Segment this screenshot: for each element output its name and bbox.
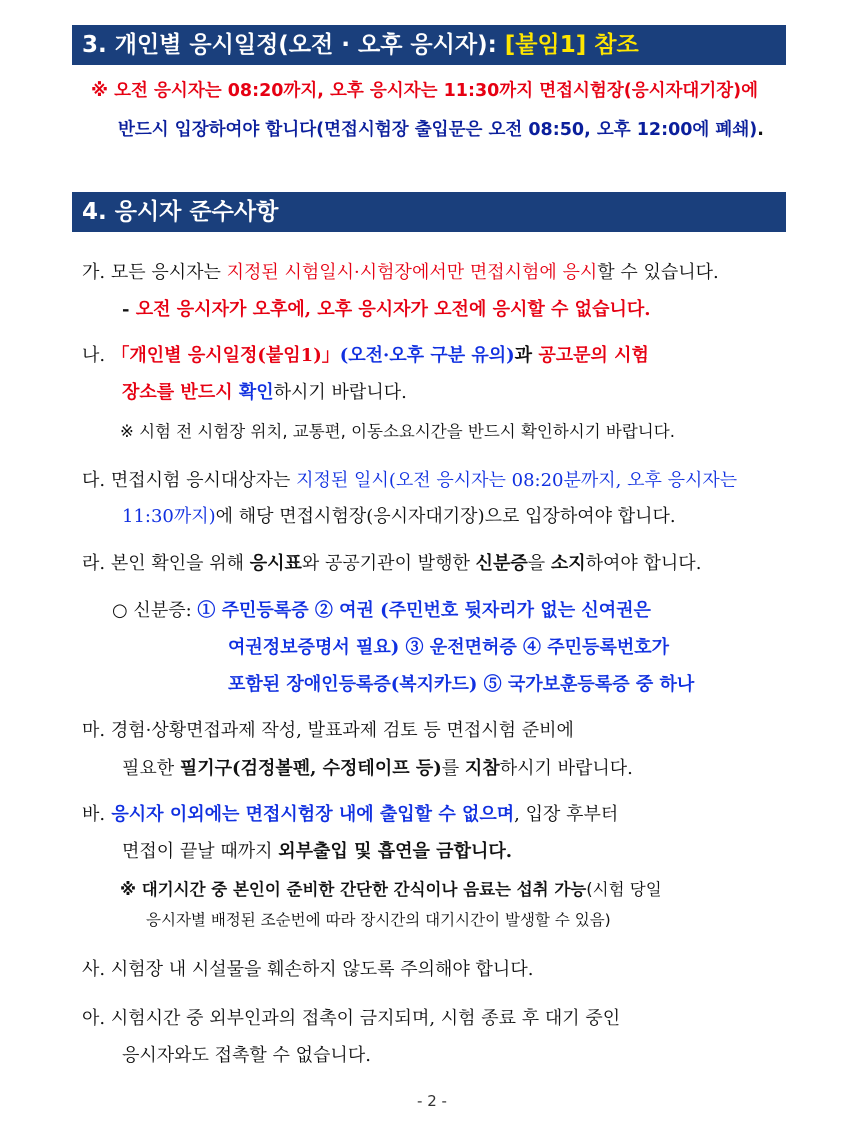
item-marker: 다.: [82, 470, 106, 491]
item-ba-note-line-2: 응시자별 배정된 조순번에 따라 장시간의 대기시간이 발생할 수 있음): [146, 911, 611, 929]
section-3-note-line-2: 반드시 입장하여야 합니다(면접시험장 출입문은 오전 08:50, 오후 12:00에 폐쇄).: [118, 120, 764, 140]
item-marker: 아.: [82, 1008, 106, 1029]
section-3-title: 3. 개인별 응시일정(오전 · 오후 응시자):: [82, 32, 505, 58]
item-marker: 사.: [82, 959, 106, 980]
item-ga-line-1: 가. 모든 응시자는 지정된 시험일시·시험장에서만 면접시험에 응시할 수 있습니다.: [82, 262, 719, 283]
id-list-line-3: 포함된 장애인등록증(복지카드) ⑤ 국가보훈등록증 중 하나: [228, 674, 695, 695]
item-marker: 나.: [82, 345, 106, 366]
item-sa-line-1: 사. 시험장 내 시설물을 훼손하지 않도록 주의해야 합니다.: [82, 959, 534, 980]
item-na-line-2: 장소를 반드시 확인하시기 바랍니다.: [122, 382, 407, 403]
id-list-line-2: 여권정보증명서 필요) ③ 운전면허증 ④ 주민등록번호가: [228, 637, 669, 658]
item-ga-line-2: - 오전 응시자가 오후에, 오후 응시자가 오전에 응시할 수 없습니다.: [122, 299, 651, 320]
item-marker: 가.: [82, 262, 106, 283]
section-3-header: [72, 25, 786, 65]
item-marker: 라.: [82, 553, 106, 574]
item-ba-line-2: 면접이 끝날 때까지 외부출입 및 흡연을 금합니다.: [122, 841, 513, 862]
section-4-header: [72, 192, 786, 232]
id-list-line-1: ○ 신분증: ① 주민등록증 ② 여권 (주민번호 뒷자리가 없는 신여권은: [112, 600, 651, 621]
section-3-note-line-1: ※ 오전 응시자는 08:20까지, 오후 응시자는 11:30까지 면접시험장(응시자대기장)에: [91, 81, 759, 101]
item-da-line-1: 다. 면접시험 응시대상자는 지정된 일시(오전 응시자는 08:20분까지, 오후 응시자는: [82, 470, 738, 491]
item-da-line-2: 11:30까지)에 해당 면접시험장(응시자대기장)으로 입장하여야 합니다.: [122, 506, 676, 527]
item-ra-line-1: 라. 본인 확인을 위해 응시표와 공공기관이 발행한 신분증을 소지하여야 합니다.: [82, 553, 702, 574]
item-marker: 바.: [82, 804, 106, 825]
note-mark: ※: [91, 81, 109, 101]
item-na-note: ※ 시험 전 시험장 위치, 교통편, 이동소요시간을 반드시 확인하시기 바랍니다.: [120, 422, 675, 441]
item-ba-line-1: 바. 응시자 이외에는 면접시험장 내에 출입할 수 없으며, 입장 후부터: [82, 804, 619, 825]
item-ma-line-1: 마. 경험·상황면접과제 작성, 발표과제 검토 등 면접시험 준비에: [82, 720, 574, 741]
item-ba-note-line-1: ※ 대기시간 중 본인이 준비한 간단한 간식이나 음료는 섭취 가능(시험 당일: [120, 880, 662, 899]
item-ah-line-1: 아. 시험시간 중 외부인과의 접촉이 금지되며, 시험 종료 후 대기 중인: [82, 1008, 621, 1029]
item-na-line-1: 나. 「개인별 응시일정(붙임1)」(오전·오후 구분 유의)과 공고문의 시험: [82, 345, 649, 366]
item-marker: 마.: [82, 720, 106, 741]
section-3-title-highlight: [붙임1] 참조: [504, 32, 639, 58]
item-ma-line-2: 필요한 필기구(검정볼펜, 수정테이프 등)를 지참하시기 바랍니다.: [122, 758, 633, 779]
section-4-title: 4. 응시자 준수사항: [82, 199, 279, 225]
item-ah-line-2: 응시자와도 접촉할 수 없습니다.: [122, 1045, 371, 1066]
page-number: - 2 -: [417, 1092, 447, 1110]
id-bullet: ○ 신분증:: [112, 600, 198, 621]
